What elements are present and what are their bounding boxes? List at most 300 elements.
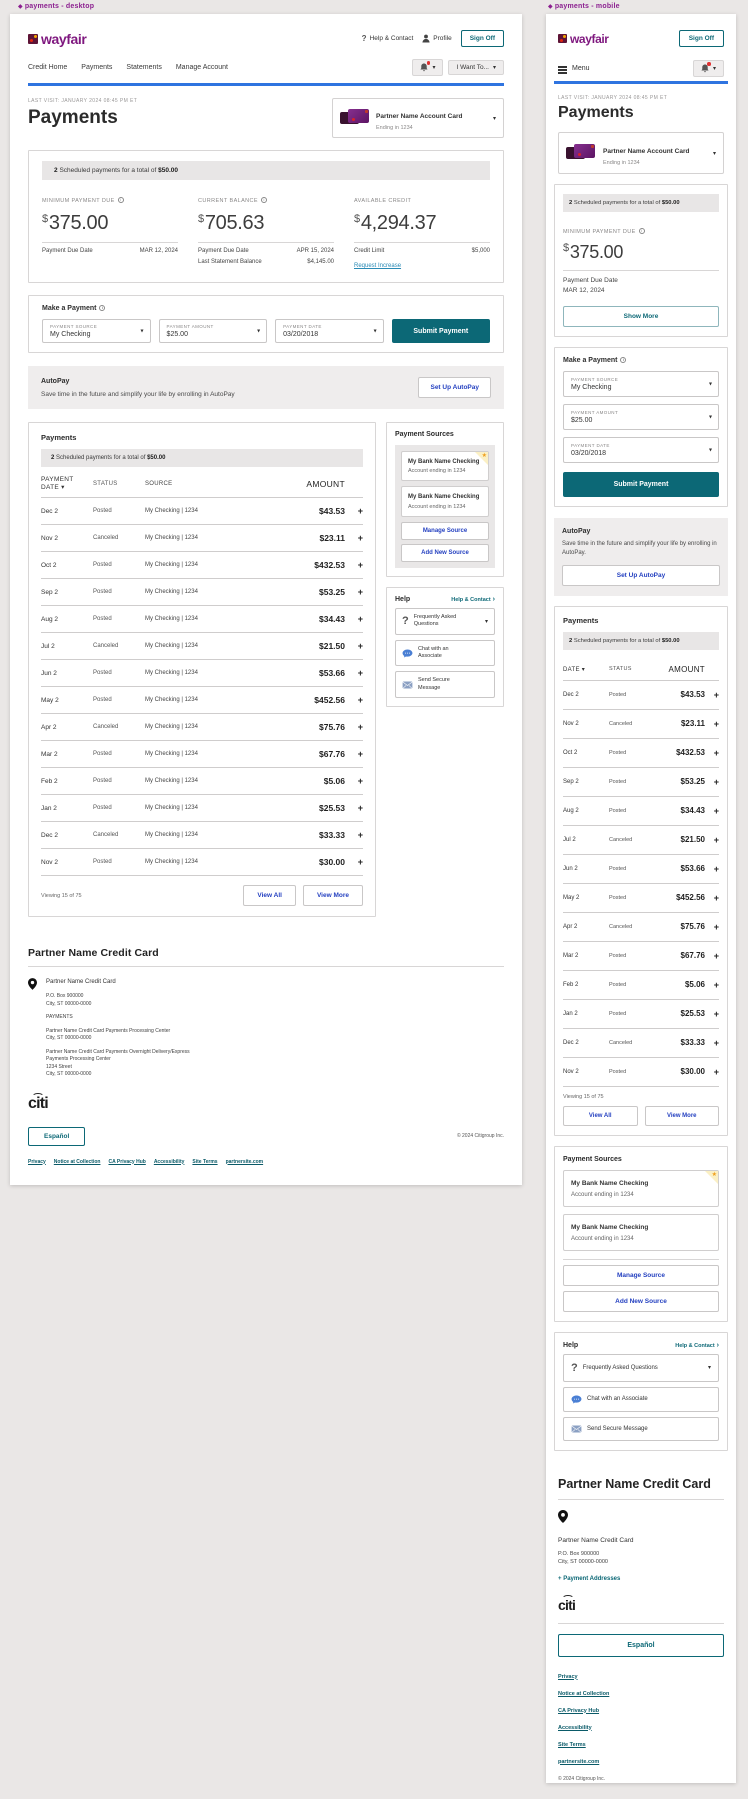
scheduled-payments-banner: 2 Scheduled payments for a total of $50.00 <box>42 161 490 180</box>
copyright-text: © 2024 Citigroup Inc. <box>558 1775 606 1782</box>
viewing-count: Viewing 15 of 75 <box>563 1093 604 1100</box>
row-status: Posted <box>93 670 112 676</box>
row-source: My Checking | 1234 <box>145 670 198 676</box>
expand-row-button[interactable]: + <box>357 614 363 624</box>
payment-date-select[interactable]: PAYMENT DATE 03/20/2018 ▾ <box>275 319 384 343</box>
make-payment-panel <box>28 295 504 353</box>
row-source: My Checking | 1234 <box>145 589 198 595</box>
footer-link[interactable]: partnersite.com <box>558 1758 600 1765</box>
column-payment-date[interactable]: PAYMENT DATE ▾ <box>41 476 74 491</box>
question-icon: ? <box>361 34 367 43</box>
row-source: My Checking | 1234 <box>145 508 198 514</box>
current-balance-block: CURRENT BALANCE i $705.63 Payment Due Date APR 15, 2024 Last Statement Balance $4,145.00 <box>198 197 334 265</box>
last-visit-text: LAST VISIT: JANUARY 2024 08:45 PM ET <box>28 98 138 104</box>
payment-row <box>41 713 363 740</box>
expand-row-button[interactable]: + <box>357 803 363 813</box>
mailing-address: P.O. Box 900000 City, ST 00000-0000 <box>558 1551 608 1566</box>
make-payment-title: Make a Payment i <box>563 357 719 364</box>
view-more-button[interactable]: View More <box>645 1106 720 1126</box>
footer-link[interactable]: Privacy <box>558 1673 578 1680</box>
row-date: Dec 2 <box>563 691 579 698</box>
row-date: Nov 2 <box>41 534 58 542</box>
footer-link[interactable]: CA Privacy Hub <box>558 1707 600 1714</box>
table-header <box>41 469 363 497</box>
row-amount: $67.76 <box>680 951 705 961</box>
footer-link[interactable]: Notice at Collection <box>558 1690 610 1697</box>
wayfair-logo-icon <box>28 34 38 44</box>
row-status: Canceled <box>609 923 633 930</box>
row-source: My Checking | 1234 <box>145 535 198 541</box>
nav-item[interactable]: Manage Account <box>175 64 228 71</box>
row-date: Feb 2 <box>41 777 58 785</box>
row-status: Canceled <box>609 836 633 843</box>
current-balance-amount: $705.63 <box>198 212 265 234</box>
mailing-addresses: Partner Name Credit Card P.O. Box 900000 City, ST 00000-0000 PAYMENTS Partner Name Credit Card Payments Processing Center City, ST 00000-0000 Partner Name Credit Card Payments Overnight Delivery/Express Payments Processing Center 1234 Street City, ST 00000-0000 <box>46 979 190 1077</box>
payment-row <box>41 497 363 524</box>
row-status: Posted <box>609 749 627 756</box>
row-date: Sep 2 <box>41 588 58 596</box>
make-payment-title: Make a Payment i <box>42 305 490 312</box>
row-amount: $30.00 <box>680 1067 705 1077</box>
footer-link[interactable]: Notice at Collection <box>53 1158 101 1165</box>
expand-row-button[interactable]: + <box>357 560 363 570</box>
available-credit-block: AVAILABLE CREDIT $4,294.37 Credit Limit $5,000 Request Increase <box>354 198 490 269</box>
expand-row-button[interactable]: + <box>713 979 719 990</box>
row-status: Canceled <box>609 720 633 727</box>
row-amount: $53.25 <box>319 587 345 597</box>
location-pin-icon <box>28 978 37 990</box>
scheduled-payments-banner: 2 Scheduled payments for a total of $50.00 <box>41 449 363 467</box>
payment-row <box>563 854 719 883</box>
i-want-to-dropdown[interactable]: I Want To... ▾ <box>448 60 504 75</box>
footer-heading: Partner Name Credit Card <box>28 947 159 959</box>
payment-sources-panel <box>386 422 504 577</box>
row-date: Nov 2 <box>563 720 579 727</box>
row-amount: $75.76 <box>680 922 705 932</box>
expand-row-button[interactable]: + <box>357 695 363 705</box>
autopay-title: AutoPay <box>562 527 591 535</box>
star-icon: ★ <box>481 453 487 459</box>
location-pin-icon <box>558 1510 568 1523</box>
sort-caret-icon: ▾ <box>61 484 65 491</box>
row-date: Oct 2 <box>563 749 578 756</box>
caret-down-icon: ▾ <box>373 328 377 335</box>
nav-item[interactable]: Payments <box>81 64 113 71</box>
account-card-selector[interactable] <box>332 98 504 138</box>
expand-row-button[interactable]: + <box>357 587 363 597</box>
card-selector-name: Partner Name Account Card <box>603 148 690 155</box>
payment-addresses-link[interactable]: + Payment Addresses <box>558 1575 621 1582</box>
mobile-footer <box>554 1477 728 1782</box>
row-status: Posted <box>609 981 627 988</box>
last-visit-text: LAST VISIT: JANUARY 2024 08:45 PM ET <box>558 95 668 101</box>
nav-item[interactable]: Statements <box>126 64 162 71</box>
payment-date-select[interactable]: PAYMENT DATE 03/20/2018 ▾ <box>563 437 719 463</box>
nav-item[interactable]: Credit Home <box>28 64 68 71</box>
row-status: Posted <box>93 805 112 811</box>
payments-panel-title: Payments <box>41 433 77 442</box>
payment-row <box>563 999 719 1028</box>
payment-row <box>41 578 363 605</box>
info-icon[interactable]: i <box>261 197 267 203</box>
view-all-button[interactable]: View All <box>243 885 296 906</box>
payment-row <box>41 524 363 551</box>
expand-row-button[interactable]: + <box>713 747 719 758</box>
row-date: Oct 2 <box>41 561 57 569</box>
viewing-count: Viewing 15 of 75 <box>41 892 82 899</box>
payment-sources-title: Payment Sources <box>395 431 454 438</box>
account-summary-panel: 2 Scheduled payments for a total of $50.00 MINIMUM PAYMENT DUE i $375.00 Payment Due Date MAR 12, 2024 Show More <box>554 184 728 337</box>
row-amount: $23.11 <box>680 719 705 729</box>
row-status: Posted <box>609 691 627 698</box>
row-status: Posted <box>93 751 112 757</box>
payments-history-panel <box>554 606 728 1136</box>
footer-heading: Partner Name Credit Card <box>558 1477 711 1492</box>
diamond-icon: ◆ <box>18 4 23 10</box>
menu-button[interactable]: Menu <box>558 65 590 73</box>
payment-row <box>563 941 719 970</box>
add-new-source-button[interactable]: Add New Source <box>401 544 489 562</box>
help-contact-link[interactable]: Help & Contact › <box>451 595 495 603</box>
payment-source-select[interactable]: PAYMENT SOURCE My Checking ▾ <box>42 319 151 343</box>
row-date: Apr 2 <box>41 723 57 731</box>
row-status: Posted <box>609 894 627 901</box>
row-status: Posted <box>609 1068 627 1075</box>
row-status: Posted <box>93 859 112 865</box>
expand-row-button[interactable]: + <box>713 834 719 845</box>
row-status: Posted <box>93 697 112 703</box>
payment-row <box>563 1057 719 1086</box>
help-contact-link[interactable]: Help & Contact › <box>675 1341 719 1349</box>
expand-row-button[interactable]: + <box>357 749 363 759</box>
payments-history-panel <box>28 422 376 917</box>
faq-dropdown[interactable]: ? Frequently Asked Questions ▾ <box>395 608 495 635</box>
payment-amount-select[interactable]: PAYMENT AMOUNT $25.00 ▾ <box>159 319 268 343</box>
payment-source-card-default[interactable]: ★ My Bank Name Checking Account ending in 1234 <box>563 1170 719 1207</box>
row-date: Mar 2 <box>563 952 579 959</box>
payment-due-date: Payment Due Date MAR 12, 2024 <box>563 277 618 295</box>
faq-dropdown[interactable]: ? Frequently Asked Questions ▾ <box>563 1354 719 1382</box>
row-status: Posted <box>609 778 627 785</box>
column-date[interactable]: DATE ▾ <box>563 666 586 673</box>
nav-underline <box>554 81 728 84</box>
caret-down-icon: ▾ <box>140 328 144 335</box>
expand-row-button[interactable]: + <box>713 892 719 903</box>
row-date: Dec 2 <box>41 831 58 839</box>
column-status: STATUS <box>609 666 632 673</box>
row-amount: $34.43 <box>680 806 705 816</box>
espanol-button[interactable]: Español <box>558 1634 724 1657</box>
row-amount: $30.00 <box>319 857 345 867</box>
help-panel <box>554 1332 728 1451</box>
help-contact-link[interactable]: ? Help & Contact <box>361 34 414 43</box>
caret-down-icon: ▾ <box>712 66 716 72</box>
footer-link[interactable]: Site Terms <box>558 1741 586 1748</box>
sign-off-button[interactable]: Sign Off <box>679 30 724 47</box>
caret-down-icon: ▾ <box>708 447 712 454</box>
desktop-footer <box>28 947 504 1165</box>
payment-row <box>563 738 719 767</box>
espanol-button[interactable]: Español <box>28 1127 85 1146</box>
notifications-dropdown[interactable] <box>693 60 724 77</box>
expand-row-button[interactable]: + <box>357 533 363 543</box>
payments-table-body <box>41 497 363 875</box>
footer-link[interactable]: Privacy <box>28 1158 46 1165</box>
payment-row <box>563 825 719 854</box>
row-amount: $432.53 <box>314 560 345 570</box>
help-panel <box>386 587 504 708</box>
payment-row <box>41 767 363 794</box>
row-date: Mar 2 <box>41 750 58 758</box>
payment-row <box>563 912 719 941</box>
minimum-payment-amount: $375.00 <box>42 212 109 234</box>
row-amount: $33.33 <box>680 1038 705 1048</box>
bell-icon <box>701 64 709 73</box>
wayfair-logo-icon <box>558 34 567 43</box>
payment-row <box>41 659 363 686</box>
expand-row-button[interactable]: + <box>713 689 719 700</box>
caret-down-icon: ▾ <box>707 1365 711 1372</box>
row-status: Posted <box>93 616 112 622</box>
hamburger-icon <box>558 66 567 68</box>
request-increase-link[interactable]: Request Increase <box>354 263 402 269</box>
wayfair-logo[interactable] <box>558 32 609 46</box>
row-amount: $452.56 <box>676 893 705 903</box>
row-amount: $53.25 <box>680 777 705 787</box>
profile-link[interactable]: Profile <box>422 34 451 43</box>
row-status: Canceled <box>93 724 119 730</box>
chat-associate-item[interactable]: Chat with an Associate <box>563 1387 719 1412</box>
row-status: Posted <box>93 508 112 514</box>
info-icon[interactable]: i <box>620 357 626 363</box>
row-status: Canceled <box>93 832 119 838</box>
row-source: My Checking | 1234 <box>145 643 198 649</box>
minimum-payment-amount: $375.00 <box>563 242 624 262</box>
row-date: Jun 2 <box>563 865 578 872</box>
help-title: Help <box>395 595 411 603</box>
scheduled-payments-banner: 2 Scheduled payments for a total of $50.00 <box>563 194 719 212</box>
payment-sources-title: Payment Sources <box>563 1155 622 1163</box>
available-credit-amount: $4,294.37 <box>354 212 437 234</box>
row-amount: $25.53 <box>680 1009 705 1019</box>
row-amount: $53.66 <box>680 864 705 874</box>
set-up-autopay-button[interactable]: Set Up AutoPay <box>562 565 720 586</box>
citi-logo: citi <box>558 1596 576 1613</box>
expand-row-button[interactable]: + <box>713 1008 719 1019</box>
frame-label-mobile: ◆ payments - mobile <box>548 3 620 10</box>
card-selector-ending: Ending in 1234 <box>376 125 413 131</box>
expand-row-button[interactable]: + <box>713 921 719 932</box>
wayfair-logo[interactable] <box>28 31 86 47</box>
notification-dot <box>427 61 431 65</box>
footer-link[interactable]: Site Terms <box>192 1158 218 1165</box>
autopay-text: Save time in the future and simplify your life by enrolling in AutoPay. <box>562 540 717 556</box>
payment-source-select[interactable]: PAYMENT SOURCE My Checking ▾ <box>563 371 719 397</box>
minimum-payment-block: MINIMUM PAYMENT DUE i $375.00 Payment Due Date MAR 12, 2024 <box>42 197 178 254</box>
row-source: My Checking | 1234 <box>145 832 198 838</box>
expand-row-button[interactable]: + <box>713 1066 719 1077</box>
payment-row <box>563 709 719 738</box>
row-date: Jun 2 <box>41 669 57 677</box>
column-amount: AMOUNT <box>668 664 705 674</box>
expand-row-button[interactable]: + <box>357 641 363 651</box>
expand-row-button[interactable]: + <box>713 863 719 874</box>
payment-row <box>41 821 363 848</box>
row-amount: $432.53 <box>676 748 705 758</box>
submit-payment-button[interactable]: Submit Payment <box>563 472 719 497</box>
expand-row-button[interactable]: + <box>357 776 363 786</box>
add-new-source-button[interactable]: Add New Source <box>563 1291 719 1312</box>
footer-link[interactable]: partnersite.com <box>225 1158 264 1165</box>
caret-down-icon: ▾ <box>257 328 261 335</box>
row-date: May 2 <box>41 696 59 704</box>
expand-row-button[interactable]: + <box>713 776 719 787</box>
row-amount: $5.06 <box>684 980 705 990</box>
caret-down-icon: ▾ <box>432 65 436 71</box>
payment-amount-select[interactable]: PAYMENT AMOUNT $25.00 ▾ <box>563 404 719 430</box>
view-all-button[interactable]: View All <box>563 1106 638 1126</box>
payment-source-card[interactable]: My Bank Name Checking Account ending in 1234 <box>401 486 489 516</box>
autopay-panel <box>28 366 504 409</box>
info-icon[interactable]: i <box>118 197 124 203</box>
payment-row <box>41 740 363 767</box>
footer-link[interactable]: CA Privacy Hub <box>108 1158 146 1165</box>
notifications-dropdown[interactable] <box>412 59 443 76</box>
payment-row <box>41 605 363 632</box>
mobile-viewport <box>546 14 736 1783</box>
chat-icon <box>571 1395 582 1404</box>
chevron-right-icon: › <box>716 1341 719 1349</box>
copyright-text: © 2024 Citigroup Inc. <box>456 1133 504 1139</box>
row-date: Sep 2 <box>563 778 579 785</box>
row-date: Dec 2 <box>563 1039 579 1046</box>
payment-row <box>41 794 363 821</box>
view-more-button[interactable]: View More <box>303 885 363 906</box>
caret-down-icon: ▾ <box>492 65 496 71</box>
row-amount: $21.50 <box>680 835 705 845</box>
scheduled-payments-banner: 2 Scheduled payments for a total of $50.00 <box>563 632 719 650</box>
frame-label-desktop: ◆ payments - desktop <box>18 3 95 10</box>
autopay-title: AutoPay <box>41 377 70 385</box>
row-date: Aug 2 <box>563 807 579 814</box>
table-header <box>563 658 719 680</box>
payment-row <box>41 686 363 713</box>
page-title: Payments <box>28 107 118 128</box>
manage-source-button[interactable]: Manage Source <box>563 1265 719 1286</box>
question-icon: ? <box>571 1361 578 1374</box>
row-date: Jul 2 <box>563 836 576 843</box>
chevron-right-icon: › <box>492 595 495 603</box>
payments-table-body <box>563 680 719 1086</box>
row-amount: $23.11 <box>319 533 345 543</box>
footer-links <box>28 1159 504 1165</box>
row-date: Jan 2 <box>41 804 57 812</box>
caret-down-icon: ▾ <box>492 115 496 122</box>
page-title: Payments <box>558 104 634 121</box>
secure-message-item[interactable]: Send Secure Message <box>395 671 495 698</box>
desktop-viewport <box>10 14 522 1185</box>
info-icon[interactable]: i <box>639 228 645 234</box>
citi-logo: citi <box>28 1094 48 1112</box>
card-selector-ending: Ending in 1234 <box>603 160 640 166</box>
row-amount: $34.43 <box>319 614 345 624</box>
secure-message-item[interactable]: Send Secure Message <box>563 1417 719 1441</box>
row-status: Posted <box>93 778 112 784</box>
chat-icon <box>402 649 413 658</box>
make-payment-panel <box>554 347 728 507</box>
account-card-selector[interactable] <box>558 132 724 174</box>
autopay-text: Save time in the future and simplify your life by enrolling in AutoPay <box>41 390 235 398</box>
row-status: Canceled <box>93 643 119 649</box>
payments-panel-title: Payments <box>563 615 599 625</box>
payment-row <box>563 883 719 912</box>
info-icon[interactable]: i <box>99 305 105 311</box>
show-more-button[interactable]: Show More <box>563 306 719 327</box>
row-status: Canceled <box>93 535 119 541</box>
column-amount: AMOUNT <box>306 478 345 489</box>
column-source: SOURCE <box>145 480 173 487</box>
row-date: Nov 2 <box>563 1068 579 1075</box>
chat-associate-item[interactable]: Chat with an Associate <box>395 640 495 667</box>
diamond-icon: ◆ <box>548 4 553 10</box>
account-summary-panel <box>28 150 504 283</box>
column-status: STATUS <box>93 480 118 487</box>
row-amount: $43.53 <box>319 506 345 516</box>
payment-source-card[interactable]: My Bank Name Checking Account ending in 1234 <box>563 1214 719 1251</box>
row-amount: $43.53 <box>680 690 705 700</box>
caret-down-icon: ▾ <box>484 618 488 625</box>
submit-payment-button[interactable]: Submit Payment <box>392 319 490 343</box>
expand-row-button[interactable]: + <box>713 1037 719 1048</box>
row-source: My Checking | 1234 <box>145 859 198 865</box>
expand-row-button[interactable]: + <box>357 722 363 732</box>
footer-link[interactable]: Accessibility <box>558 1724 592 1731</box>
plus-icon: + <box>558 1575 562 1582</box>
row-date: Nov 2 <box>41 858 58 866</box>
row-amount: $21.50 <box>319 641 345 651</box>
row-date: Jan 2 <box>563 1010 578 1017</box>
payment-sources-panel <box>554 1146 728 1322</box>
expand-row-button[interactable]: + <box>357 830 363 840</box>
row-amount: $5.06 <box>323 776 345 786</box>
manage-source-button[interactable]: Manage Source <box>401 522 489 540</box>
main-nav <box>28 59 504 76</box>
expand-row-button[interactable]: + <box>713 950 719 961</box>
payment-source-card-default[interactable]: ★ My Bank Name Checking Account ending in 1234 <box>401 451 489 481</box>
row-status: Canceled <box>609 1039 633 1046</box>
expand-row-button[interactable]: + <box>713 805 719 816</box>
row-date: Aug 2 <box>41 615 58 623</box>
expand-row-button[interactable]: + <box>357 668 363 678</box>
expand-row-button[interactable]: + <box>713 718 719 729</box>
mobile-header <box>554 26 728 47</box>
person-icon <box>422 34 430 43</box>
row-source: My Checking | 1234 <box>145 616 198 622</box>
row-source: My Checking | 1234 <box>145 724 198 730</box>
payment-row <box>41 632 363 659</box>
set-up-autopay-button[interactable]: Set Up AutoPay <box>418 377 491 398</box>
expand-row-button[interactable]: + <box>357 857 363 867</box>
sign-off-button[interactable]: Sign Off <box>461 30 504 47</box>
credit-card-art <box>566 144 596 163</box>
wayfair-logo-text: wayfair <box>41 30 87 47</box>
expand-row-button[interactable]: + <box>357 506 363 516</box>
footer-link[interactable]: Accessibility <box>153 1158 185 1165</box>
row-amount: $67.76 <box>319 749 345 759</box>
row-date: Jul 2 <box>41 642 55 650</box>
row-amount: $452.56 <box>314 695 345 705</box>
payment-row <box>563 1028 719 1057</box>
